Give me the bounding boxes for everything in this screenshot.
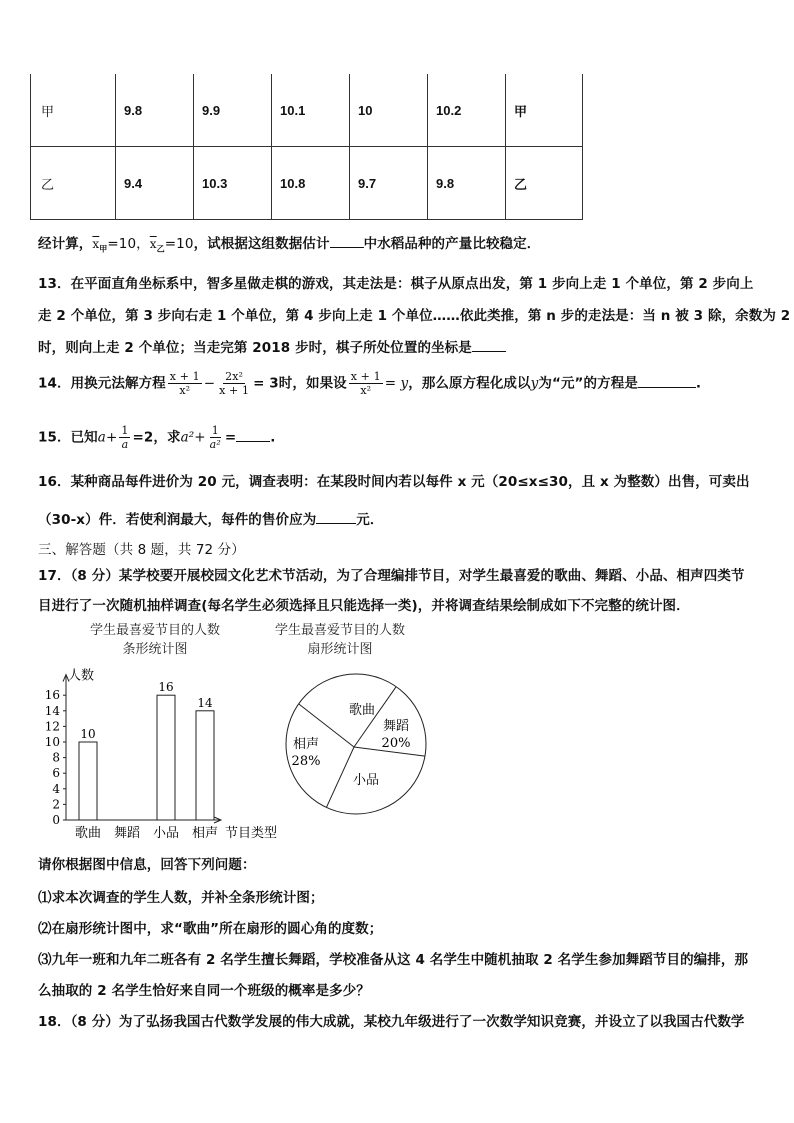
text: − [203, 375, 216, 392]
text: 为“元”的方程是 [538, 375, 638, 392]
table-row [31, 74, 583, 147]
q17-part3-line1: ⑶九年一班和九年二班各有 2 名学生擅长舞蹈，学校准备从这 4 名学生中随机抽取 2 名学生参加舞蹈节目的编排，那 [38, 952, 749, 968]
q17-line1: 17．（8 分）某学校要开展校园文化艺术节活动，为了合理编排节目，对学生最喜爱的歌曲、舞蹈、小品、相声四类节 [38, 568, 745, 584]
y-tick-label: 8 [52, 750, 60, 765]
table-cell: 9.9 [194, 74, 272, 147]
x-tick-label: 相声 [191, 826, 219, 841]
bar-data-label: 14 [197, 695, 213, 710]
x-tick-label: 舞蹈 [113, 826, 141, 841]
q13-line1: 13．在平面直角坐标系中，智多星做走棋的游戏，其走法是：棋子从原点出发，第 1 步向上走 1 个单位，第 2 步向上 [38, 276, 754, 292]
bar [196, 711, 214, 820]
text: =10， [107, 236, 150, 252]
y-axis-label: 人数 [68, 668, 95, 684]
pie-slice-label: 小品 [352, 773, 380, 788]
subscript: 甲 [99, 244, 108, 254]
table-cell: 9.8 [428, 147, 506, 220]
table-cell: 9.4 [116, 147, 194, 220]
text: y [530, 375, 539, 392]
bar-chart-title: 学生最喜爱节目的人数 条形统计图 [89, 623, 220, 657]
q17-part3-line2: 么抽取的 2 名学生恰好来自同一个班级的概率是多少？ [38, 983, 370, 999]
text: ，那么原方程化成以 [408, 375, 531, 392]
table-cell: 甲 [506, 74, 583, 147]
text: = y [384, 375, 409, 392]
x-axis-label: 节目类型 [225, 826, 278, 841]
text: a²+ [180, 429, 206, 446]
q17-ask: 请你根据图中信息，回答下列问题： [38, 857, 256, 873]
text: 经计算， [38, 236, 93, 252]
fraction: $\frac{1}{a}$ [121, 424, 129, 451]
y-tick-label: 2 [52, 797, 60, 812]
q16-line1: 16．某种商品每件进价为 20 元，调查表明：在某段时间内若以每件 x 元（20≤x≤30，且 x 为整数）出售，可卖出 [38, 474, 750, 490]
q13-line3 [38, 336, 506, 356]
fraction: $\frac{x + 1}{\text{x²}}$ [350, 370, 381, 397]
q12-conclusion [38, 232, 540, 255]
text: 14．用换元法解方程 [38, 375, 166, 392]
answer-blank[interactable] [316, 511, 356, 524]
mean-symbol: $\overline{x}$ [149, 237, 157, 251]
text: a [97, 429, 106, 446]
pie-slice-percent: 28% [291, 754, 321, 769]
q14 [38, 370, 701, 397]
q15 [38, 424, 276, 451]
q18-line1: 18．（8 分）为了弘扬我国古代数学发展的伟大成就，某校九年级进行了一次数学知识竞赛，并设立了以我国古代数学 [38, 1014, 745, 1030]
text: . [270, 429, 276, 446]
text: 元． [356, 512, 384, 528]
text: （30-x）件．若使利润最大，每件的售价应为 [38, 512, 317, 528]
table-cell: 10.1 [272, 74, 350, 147]
text: = 3时，如果设 [253, 375, 347, 392]
text: 中水稻品种的产量比较稳定． [363, 236, 541, 252]
text: =10 [164, 236, 194, 252]
bar-data-label: 16 [158, 680, 174, 695]
y-tick-label: 0 [52, 813, 60, 827]
text: =2，求 [132, 429, 181, 446]
table-cell: 甲 [31, 74, 116, 147]
y-tick-label: 6 [52, 766, 60, 781]
pie-slice-percent: 20% [381, 736, 411, 751]
x-tick-label: 歌曲 [74, 826, 102, 841]
q17-part1: ⑴求本次调查的学生人数，并补全条形统计图； [38, 890, 324, 906]
table-cell: 9.7 [350, 147, 428, 220]
answer-blank[interactable] [330, 235, 364, 248]
table-cell: 10.8 [272, 147, 350, 220]
q13-line2: 走 2 个单位，第 3 步向右走 1 个单位，第 4 步向上走 1 个单位……依此类推，第 n 步的走法是：当 n 被 3 除，余数为 2 [38, 308, 791, 324]
y-tick-label: 12 [44, 719, 60, 734]
bar [157, 695, 175, 820]
bar [79, 742, 97, 820]
table-cell: 10.2 [428, 74, 506, 147]
text: 时，则向上走 2 个单位；当走完第 2018 步时，棋子所处位置的坐标是 [38, 340, 472, 356]
fraction: $\frac{1}{\text{a²}}$ [209, 424, 221, 451]
x-tick-label: 小品 [152, 826, 180, 841]
pie-slice-label: 相声 [292, 737, 320, 752]
pie-chart-title: 学生最喜爱节目的人数 扇形统计图 [274, 623, 405, 657]
answer-blank[interactable] [236, 429, 270, 442]
yield-table [30, 74, 583, 220]
table-row [31, 147, 583, 220]
table-cell: 10.3 [194, 147, 272, 220]
answer-blank[interactable] [638, 375, 696, 388]
answer-blank[interactable] [472, 339, 506, 352]
table-cell: 9.8 [116, 74, 194, 147]
q16-line2 [38, 508, 384, 528]
text: 15．已知 [38, 429, 98, 446]
table-cell: 乙 [506, 147, 583, 220]
q17-part2: ⑵在扇形统计图中，求“歌曲”所在扇形的圆心角的度数； [38, 921, 383, 937]
text: = [224, 429, 237, 446]
fraction: $\frac{x + 1}{\text{x²}}$ [169, 370, 200, 397]
mean-symbol: $\overline{x}$ [92, 237, 100, 251]
y-tick-label: 4 [52, 781, 60, 796]
subscript: 乙 [156, 244, 165, 254]
text: . [695, 375, 702, 392]
section-heading: 三、解答题（共 8 题，共 72 分） [38, 542, 245, 558]
pie-slice-label: 歌曲 [348, 703, 376, 718]
text: + [105, 429, 118, 446]
pie-slice-label: 舞蹈 [382, 719, 410, 734]
q17-line2: 目进行了一次随机抽样调查(每名学生必须选择且只能选择一类)，并将调查结果绘制成如下不完整的统计图． [38, 598, 690, 614]
y-tick-label: 10 [44, 735, 60, 749]
table-cell: 10 [350, 74, 428, 147]
text: ，试根据这组数据估计 [193, 236, 330, 252]
fraction: $\frac{\text{2x²}}{x + 1}$ [219, 370, 250, 397]
pie-chart [284, 672, 430, 818]
table-cell: 乙 [31, 147, 116, 220]
y-tick-label: 16 [44, 688, 60, 703]
bar-chart [30, 660, 300, 850]
y-tick-label: 14 [44, 703, 60, 718]
bar-data-label: 10 [80, 727, 96, 741]
